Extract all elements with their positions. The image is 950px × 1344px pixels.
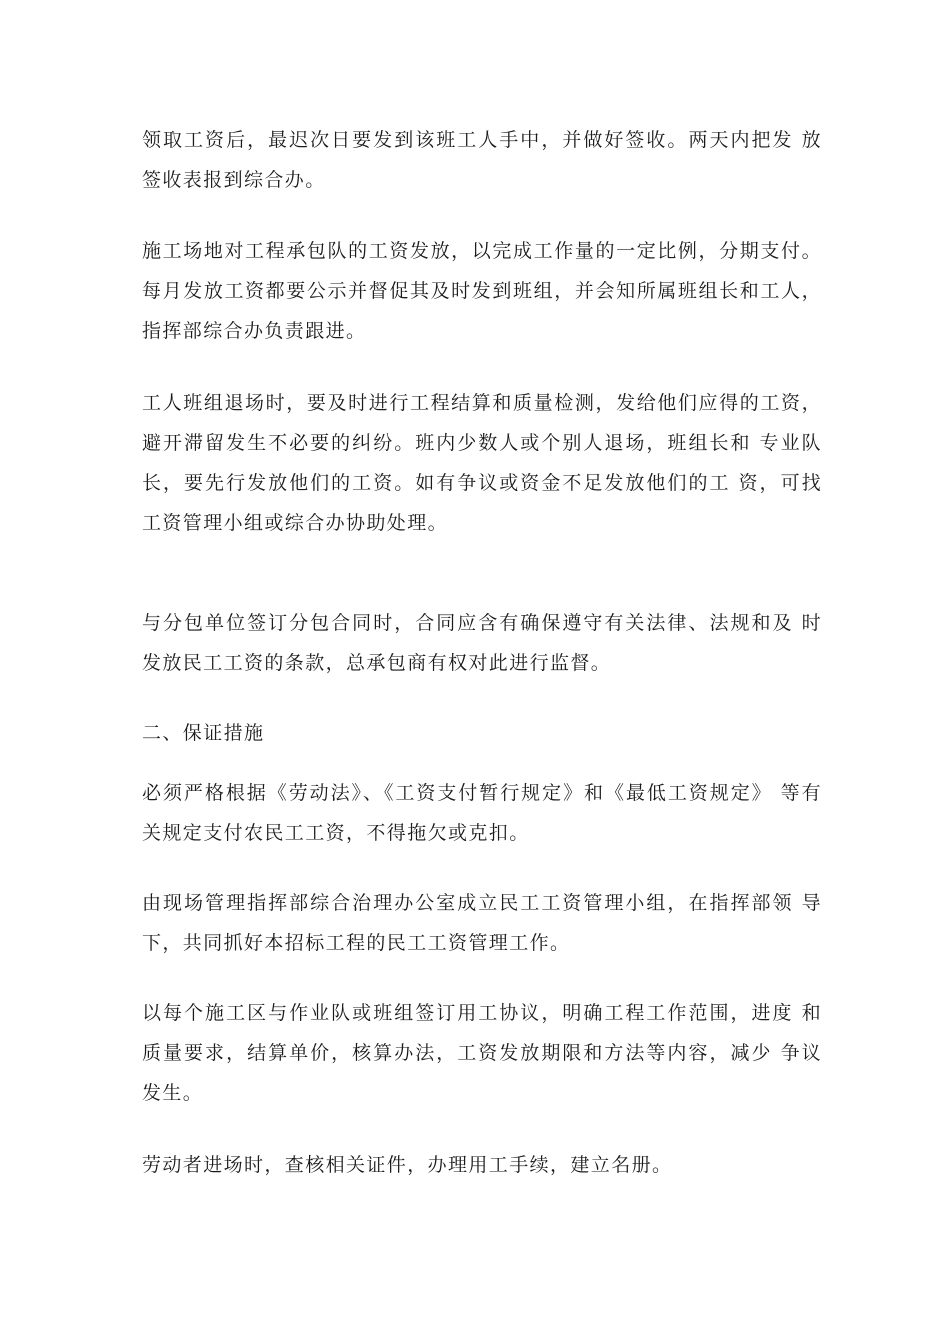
paragraph-wage-receipt: 领取工资后，最迟次日要发到该班工人手中，并做好签收。两天内把发 放签收表报到综合办。: [142, 129, 822, 191]
paragraph-subcontract: 与分包单位签订分包合同时，合同应含有确保遵守有关法律、法规和及 时发放民工工资的条款，总承包商有权对此进行监督。: [142, 612, 822, 674]
paragraph-management-group: 由现场管理指挥部综合治理办公室成立民工工资管理小组，在指挥部领 导下，共同抓好本招标工程的民工工资管理工作。: [142, 892, 822, 954]
paragraph-labor-agreement: 以每个施工区与作业队或班组签订用工协议，明确工程工作范围，进度 和质量要求，结算单价，核算办法，工资发放期限和方法等内容，减少 争议发生。: [142, 1002, 822, 1104]
section-heading-guarantee-measures: 二、保证措施: [142, 722, 265, 744]
paragraph-legal-compliance: 必须严格根据《劳动法》、《工资支付暂行规定》和《最低工资规定》 等有关规定支付农民工工资，不得拖欠或克扣。: [142, 782, 822, 844]
paragraph-contractor-payment: 施工场地对工程承包队的工资发放，以完成工作量的一定比例，分期支付。每月发放工资都要公示并督促其及时发到班组，并会知所属班组长和工人，指挥部综合办负责跟进。: [142, 240, 822, 342]
paragraph-worker-registration: 劳动者进场时，查核相关证件，办理用工手续，建立名册。: [142, 1154, 673, 1176]
paragraph-team-exit: 工人班组退场时，要及时进行工程结算和质量检测，发给他们应得的工资，避开滞留发生不必要的纠纷。班内少数人或个别人退场，班组长和 专业队长，要先行发放他们的工资。如有争议或资金不足发放他们的工 资，可找工资管理小组或综合办协助处理。: [142, 392, 822, 534]
